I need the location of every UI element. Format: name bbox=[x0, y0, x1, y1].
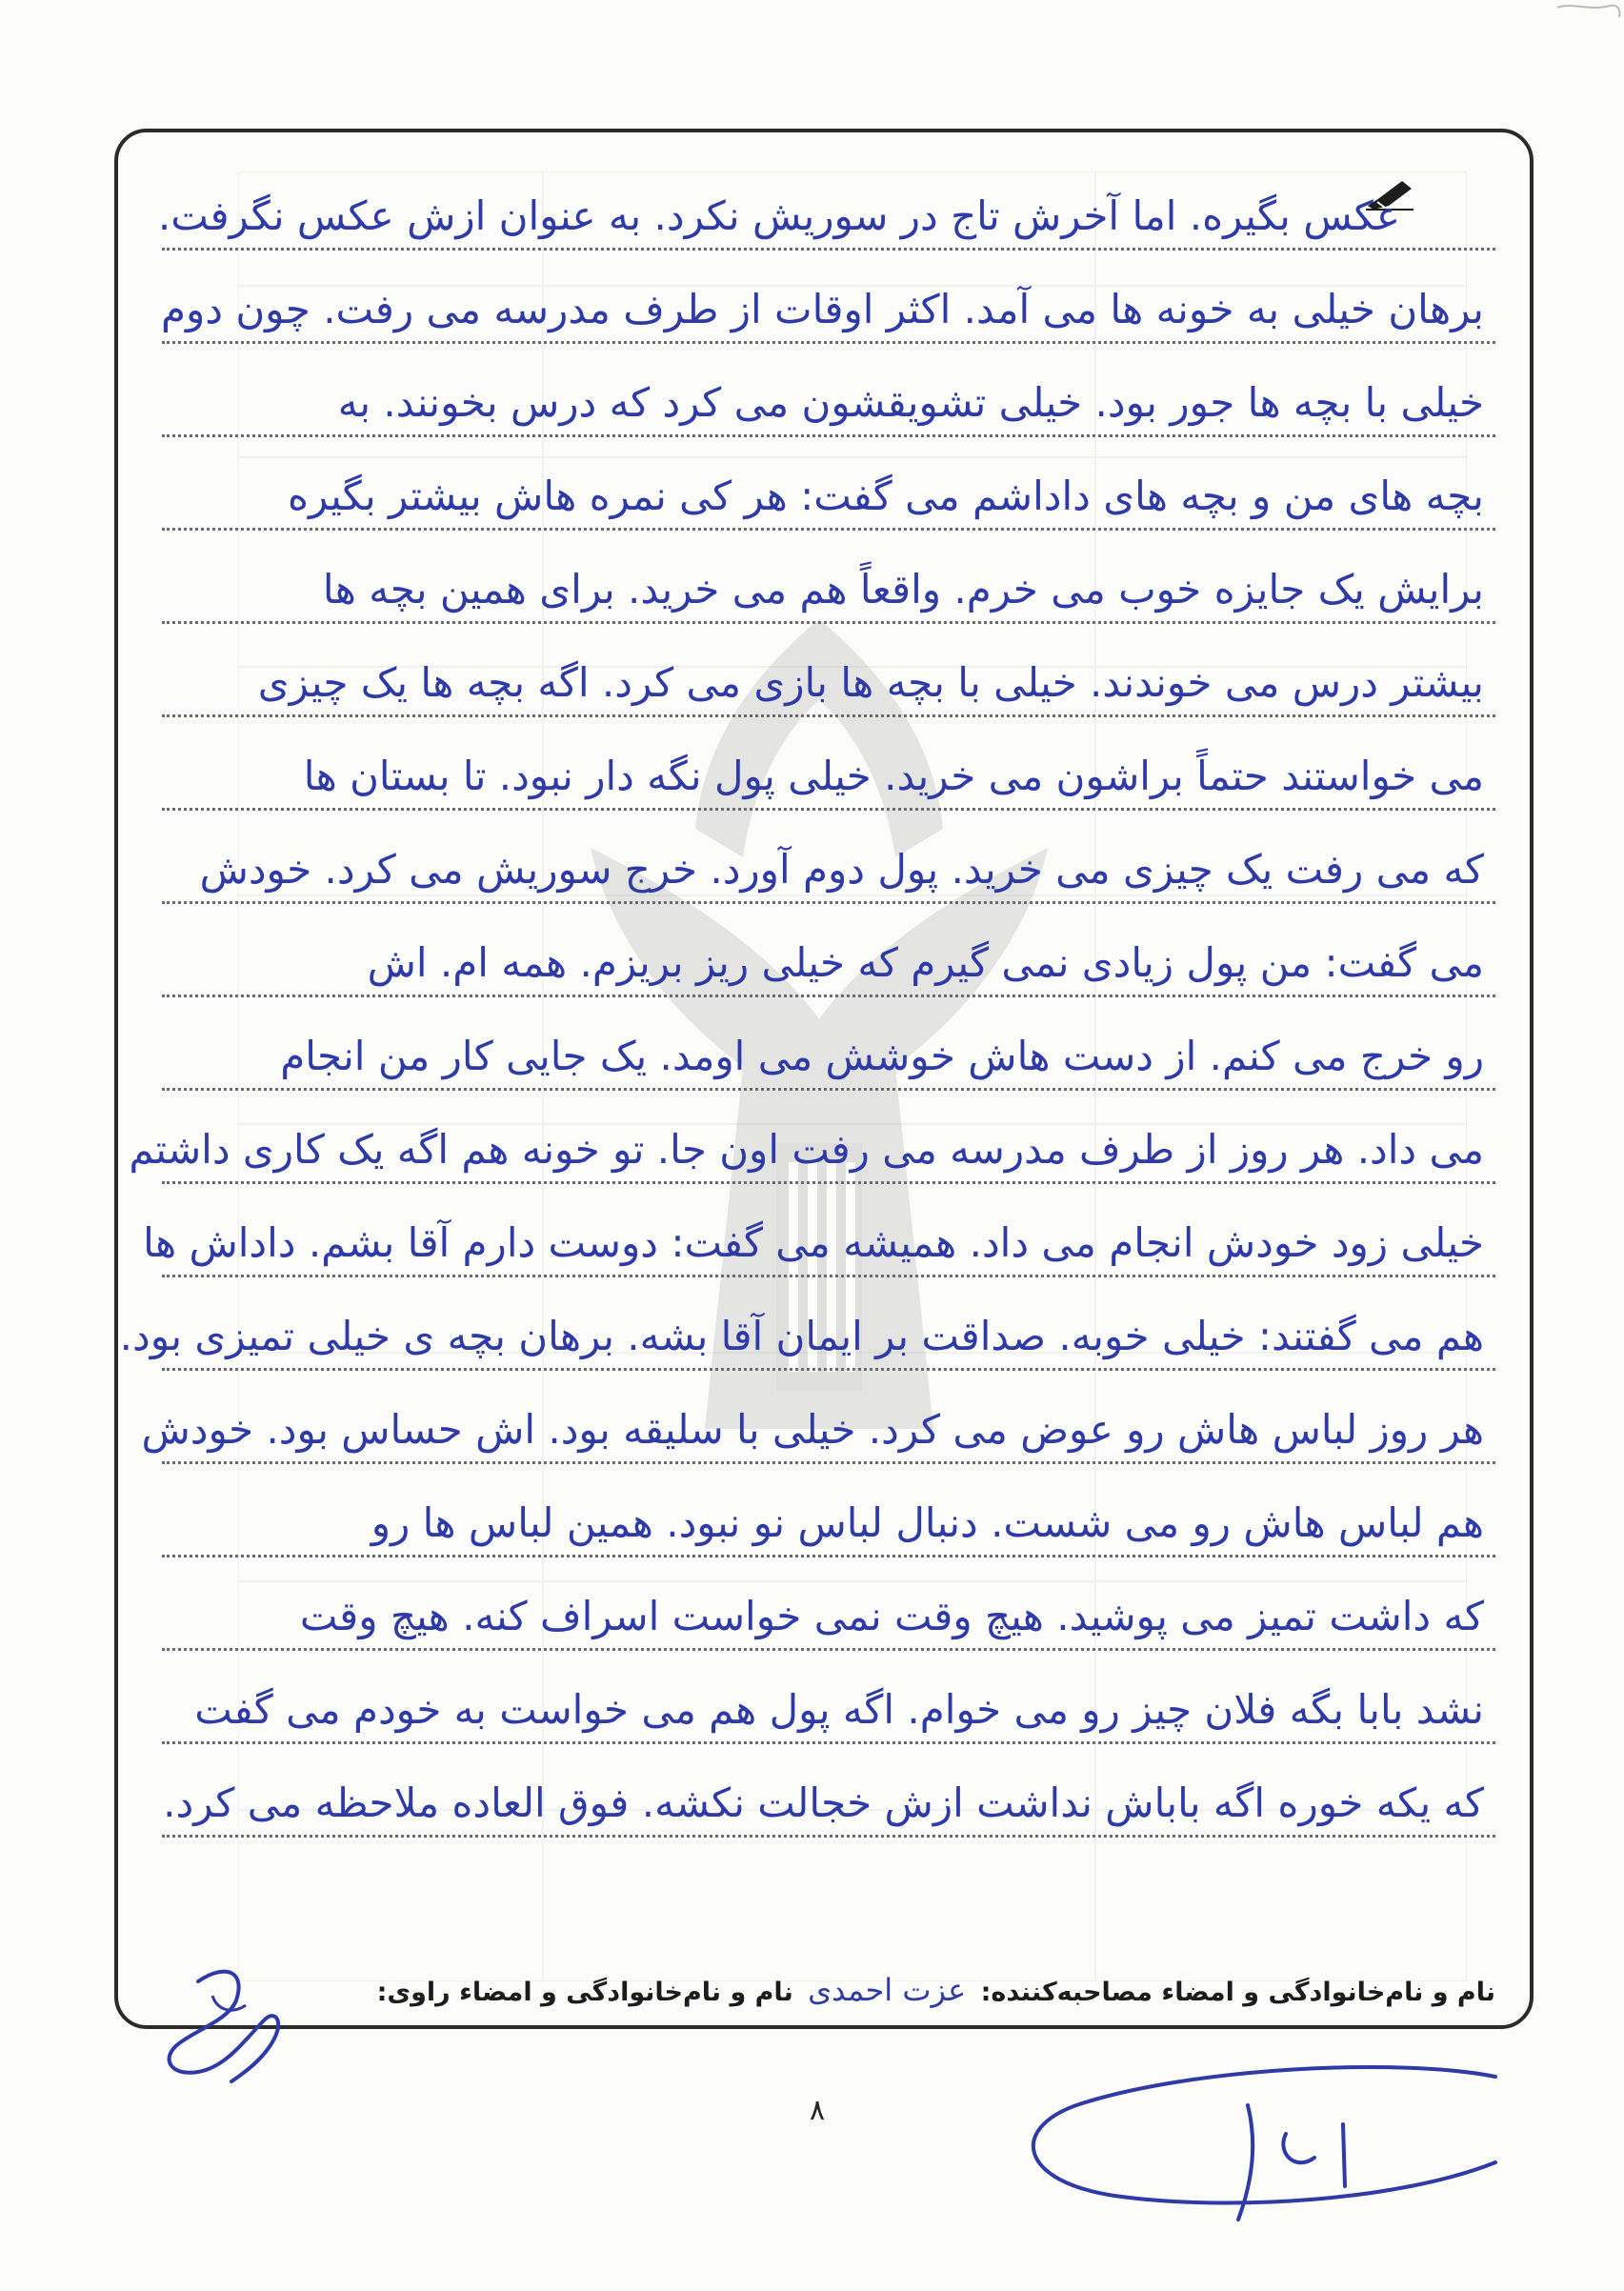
interviewer-label: نام و نام‌خانوادگی و امضاء مصاحبه‌کننده: bbox=[980, 1978, 1495, 2007]
narrator-signature-icon bbox=[141, 1953, 303, 2096]
narrator-label: نام و نام‌خانوادگی و امضاء راوی: bbox=[376, 1978, 793, 2007]
page-number: ۸ bbox=[809, 2094, 826, 2127]
text-line: بیشتر درس می خوندند. خیلی با بچه ها بازی می کرد. اگه بچه ها یک چیزی bbox=[162, 624, 1495, 717]
text-line: خیلی با بچه ها جور بود. خیلی تشویقشون می کرد که درس بخونند. به bbox=[162, 344, 1495, 437]
text-line: برایش یک جایزه خوب می خرم. واقعاً هم می خرید. برای همین بچه ها bbox=[162, 531, 1495, 624]
scan-artifact bbox=[1553, 0, 1624, 29]
text-line: هر روز لباس هاش رو عوض می کرد. خیلی با سلیقه بود. اش حساس بود. خودش bbox=[162, 1371, 1495, 1464]
text-line: می داد. هر روز از طرف مدرسه می رفت اون جا. تو خونه هم اگه یک کاری داشتم bbox=[162, 1091, 1495, 1184]
text-line: که داشت تمیز می پوشید. هیچ وقت نمی خواست اسراف کنه. هیچ وقت bbox=[162, 1557, 1495, 1651]
text-line: خیلی زود خودش انجام می داد. همیشه می گفت: دوست دارم آقا بشم. داداش ها bbox=[162, 1184, 1495, 1277]
text-line: بچه های من و بچه های داداشم می گفت: هر کی نمره هاش بیشتر بگیره bbox=[162, 437, 1495, 531]
text-line: نشد بابا بگه فلان چیز رو می خوام. اگه پول هم می خواست به خودم می گفت bbox=[162, 1651, 1495, 1744]
text-line: هم می گفتند: خیلی خوبه. صداقت بر ایمان آقا بشه. برهان بچه ی خیلی تمیزی بود. bbox=[162, 1277, 1495, 1371]
text-line: که یکه خوره اگه باباش نداشت ازش خجالت نکشه. فوق العاده ملاحظه می کرد. bbox=[162, 1744, 1495, 1838]
text-line: می خواستند حتماً براشون می خرید. خیلی پول نگه دار نبود. تا بستان ها bbox=[162, 717, 1495, 811]
signature-footer bbox=[286, 1972, 1495, 2008]
text-line: عکس بگیره. اما آخرش تاج در سوریش نکرد. به عنوان ازش عکس نگرفت. bbox=[162, 157, 1495, 251]
text-line: هم لباس هاش رو می شست. دنبال لباس نو نبود. همین لباس ها رو bbox=[162, 1464, 1495, 1557]
text-line: می گفت: من پول زیادی نمی گیرم که خیلی ریز بریزم. همه ام. اش bbox=[162, 904, 1495, 997]
handwritten-text-block bbox=[119, 157, 1495, 1838]
interviewer-signature-icon bbox=[1000, 2048, 1534, 2239]
text-line: رو خرج می کنم. از دست هاش خوشش می اومد. یک جایی کار من انجام bbox=[162, 997, 1495, 1091]
text-line: که می رفت یک چیزی می خرید. پول دوم آورد. خرج سوریش می کرد. خودش bbox=[162, 811, 1495, 904]
text-line: برهان خیلی به خونه ها می آمد. اکثر اوقات از طرف مدرسه می رفت. چون دوم bbox=[162, 251, 1495, 344]
interviewer-name: عزت احمدی bbox=[808, 1972, 967, 2008]
